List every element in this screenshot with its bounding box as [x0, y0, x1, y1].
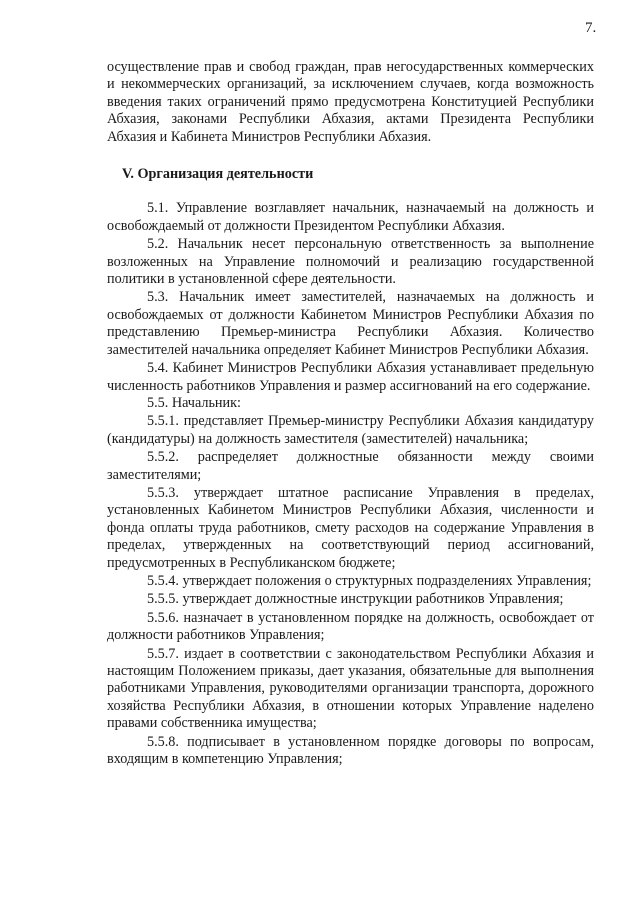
paragraph-5-5-4: 5.5.4. утверждает положения о структурных подразделениях Управления;: [147, 572, 592, 589]
paragraph-5-5-8: 5.5.8. подписывает в установленном порядке договоры по вопросам, входящим в компетенцию Управления;: [107, 733, 594, 768]
paragraph-5-2: 5.2. Начальник несет персональную ответственность за выполнение возложенных на Управление полномочий и реализацию государственной политики в установленной сфере деятельности.: [107, 236, 594, 288]
paragraph-5-5: 5.5. Начальник:: [147, 394, 241, 411]
continuation-paragraph: осуществление прав и свобод граждан, прав негосударственных коммерческих и некоммерческих организаций, за исключением случаев, когда возможность введения таких ограничений прямо предусмотрена Конституцией Республики Абхазия, законами Республики Абхазия, актами Президента Республики Абхазия и Кабинета Министров Республики Абхазия.: [107, 59, 594, 145]
paragraph-5-1: 5.1. Управление возглавляет начальник, назначаемый на должность и освобождаемый от должности Президентом Республики Абхазия.: [107, 200, 594, 234]
page-number: 7.: [585, 20, 597, 36]
paragraph-5-5-5: 5.5.5. утверждает должностные инструкции работников Управления;: [147, 591, 564, 608]
section-heading: V. Организация деятельности: [122, 166, 314, 183]
paragraph-5-5-1: 5.5.1. представляет Премьер-министру Республики Абхазия кандидатуру (кандидатуры) на должность заместителя (заместителей) начальника;: [107, 413, 594, 447]
paragraph-5-5-7: 5.5.7. издает в соответствии с законодательством Республики Абхазия и настоящим Положением приказы, дает указания, обязательные для выполнения работниками Управления, руководителями организации транспорта, дорожного хозяйства Республики Абхазия, в отношении которых Управление наделено правами собственника имущества;: [107, 645, 594, 732]
document-body: [107, 59, 594, 768]
paragraph-5-5-6: 5.5.6. назначает в установленном порядке на должность, освобождает от должности работников Управления;: [107, 609, 594, 644]
paragraph-5-3: 5.3. Начальник имеет заместителей, назначаемых на должность и освобождаемых от должности Кабинетом Министров Республики Абхазия по представлению Премьер-министра Республики Абхазия. Количество заместителей начальника определяет Кабинет Министров Республики Абхазия.: [107, 289, 594, 358]
paragraph-5-5-2: 5.5.2. распределяет должностные обязанности между своими заместителями;: [107, 449, 594, 483]
paragraph-5-4: 5.4. Кабинет Министров Республики Абхазия устанавливает предельную численность работников Управления и размер ассигнований на его содержание.: [107, 360, 594, 394]
paragraph-5-5-3: 5.5.3. утверждает штатное расписание Управления в пределах, установленных Кабинетом Министров Республики Абхазия, численности и фонда оплаты труда работников, смету расходов на содержание Управления в пределах, утвержденных на соответствующий период ассигнований, предусмотренных в Республиканском бюджете;: [107, 484, 594, 571]
